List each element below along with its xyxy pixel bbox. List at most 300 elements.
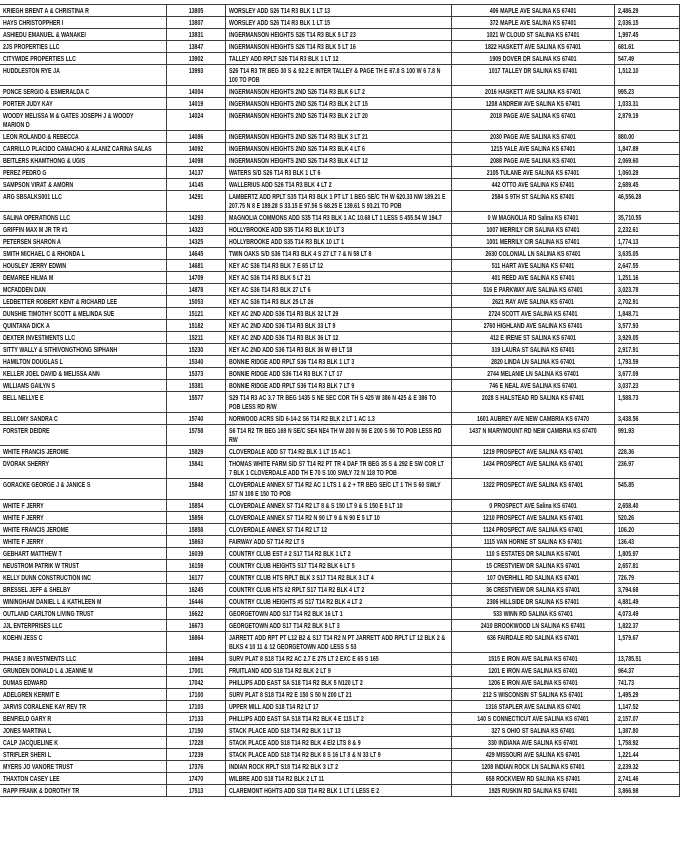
legal-description-cell: SURV PLAT 8 S18 T14 R2 E 150 S 50 N 200 LT 21 [225,689,451,701]
property-address-cell: 2630 COLONIAL LN SALINA KS 67401 [451,248,614,260]
owner-name-cell: PHASE 3 INVESTMENTS LLC [0,653,166,665]
property-address-cell: 2760 HIGHLAND AVE SALINA KS 67401 [451,320,614,332]
property-address-cell: 319 LAURA ST SALINA KS 67401 [451,344,614,356]
parcel-id-cell: 15758 [166,425,225,446]
parcel-id-cell: 15856 [166,512,225,524]
tax-roll-table [0,4,680,797]
property-address-cell: 2016 HASKETT AVE SALINA KS 67401 [451,86,614,98]
table-row [0,773,679,785]
table-row [0,344,679,356]
table-row [0,41,679,53]
amount-cell: 545.85 [614,479,679,500]
amount-cell: 3,635.05 [614,248,679,260]
owner-name-cell: GRUNDEN DONALD L & JEANNE M [0,665,166,677]
owner-name-cell: RAPP FRANK & DOROTHY TR [0,785,166,797]
parcel-id-cell: 15577 [166,392,225,413]
amount-cell: 995.23 [614,86,679,98]
property-address-cell: 1208 ANDREW AVE SALINA KS 67401 [451,98,614,110]
parcel-id-cell: 16446 [166,596,225,608]
parcel-id-cell: 15121 [166,308,225,320]
property-address-cell: 2724 SCOTT AVE SALINA KS 67401 [451,308,614,320]
property-address-cell: 1208 INDIAN ROCK LN SALINA KS 67401 [451,761,614,773]
table-row [0,596,679,608]
owner-name-cell: JONES MARTINA L [0,725,166,737]
parcel-id-cell: 17470 [166,773,225,785]
property-address-cell: 327 S OHIO ST SALINA KS 67401 [451,725,614,737]
legal-description-cell: INGERMANSON HEIGHTS 2ND S26 T14 R3 BLK 3 LT 21 [225,131,451,143]
legal-description-cell: KEY AC S36 T14 R3 BLK 7 E 65 LT 12 [225,260,451,272]
amount-cell: 2,239.32 [614,761,679,773]
amount-cell: 1,495.29 [614,689,679,701]
owner-name-cell: PONCE SERGIO & ESMERALDA C [0,86,166,98]
parcel-id-cell: 17150 [166,725,225,737]
property-address-cell: 636 FAIRDALE RD SALINA KS 67401 [451,632,614,653]
property-address-cell: 1316 STAPLER AVE SALINA KS 67401 [451,701,614,713]
parcel-id-cell: 14092 [166,143,225,155]
owner-name-cell: HAYS CHRISTOPPHER I [0,17,166,29]
property-address-cell: 1007 MERRILY CIR SALINA KS 67401 [451,224,614,236]
owner-name-cell: BELL NELLYE E [0,392,166,413]
parcel-id-cell: 17376 [166,761,225,773]
legal-description-cell: LAMBERTZ ADD RPLT S35 T14 R3 BLK 1 PT LT 1 BEG SE/C TH W 620.33 NW 189.21 E 207.75 N 8 E 189.28 S 33.15 E 97.56 S 68.25 E 139.61 S 93.21 TO POB [225,191,451,212]
owner-name-cell: GEBHART MATTHEW T [0,548,166,560]
table-row [0,413,679,425]
owner-name-cell: BEITLERS KHAMTHONG & UGIS [0,155,166,167]
owner-name-cell: PORTER JUDY KAY [0,98,166,110]
parcel-id-cell: 17001 [166,665,225,677]
legal-description-cell: COUNTRY CLUB EST # 2 S17 T14 R2 BLK 1 LT 2 [225,548,451,560]
table-row [0,143,679,155]
property-address-cell: 2584 S 9TH ST SALINA KS 67401 [451,191,614,212]
table-row [0,677,679,689]
parcel-id-cell: 17133 [166,713,225,725]
legal-description-cell: KEY AC 2ND ADD S36 T14 R3 BLK 36 LT 12 [225,332,451,344]
parcel-id-cell: 14024 [166,110,225,131]
property-address-cell: 2820 LINDA LN SALINA KS 67401 [451,356,614,368]
legal-description-cell: WILBRE ADD S18 T14 R2 BLK 2 LT 11 [225,773,451,785]
legal-description-cell: BONNIE RIDGE ADD RPLT S36 T14 R3 BLK 7 LT 9 [225,380,451,392]
parcel-id-cell: 15854 [166,500,225,512]
property-address-cell: 406 MAPLE AVE SALINA KS 67401 [451,5,614,17]
property-address-cell: 1115 VAN HORNE ST SALINA KS 67401 [451,536,614,548]
owner-name-cell: BENFIELD GARY R [0,713,166,725]
amount-cell: 236.97 [614,458,679,479]
owner-name-cell: JJL ENTERPRISES LLC [0,620,166,632]
table-row [0,155,679,167]
amount-cell: 2,917.91 [614,344,679,356]
owner-name-cell: ASHIEDU EMANUEL & WANAKEI [0,29,166,41]
property-address-cell: 401 REED AVE SALINA KS 67401 [451,272,614,284]
owner-name-cell: CITYWIDE PROPERTIES LLC [0,53,166,65]
owner-name-cell: LEON ROLANDO & REBECCA [0,131,166,143]
property-address-cell: 2088 PAGE AVE SALINA KS 67401 [451,155,614,167]
parcel-id-cell: 13847 [166,41,225,53]
table-row [0,653,679,665]
amount-cell: 1,822.37 [614,620,679,632]
table-row [0,425,679,446]
amount-cell: 1,805.97 [614,548,679,560]
property-address-cell: 1925 RUSKIN RD SALINA KS 67401 [451,785,614,797]
legal-description-cell: CLAREMONT HGHTS ADD S18 T14 R2 BLK 1 LT 1 LESS E 2 [225,785,451,797]
parcel-id-cell: 13993 [166,65,225,86]
property-address-cell: 107 OVERHILL RD SALINA KS 67401 [451,572,614,584]
table-row [0,500,679,512]
table-row [0,224,679,236]
legal-description-cell: WATERS S/D S26 T14 R3 BLK 1 LT 6 [225,167,451,179]
legal-description-cell: INGERMANSON HEIGHTS S26 T14 R3 BLK 5 LT 23 [225,29,451,41]
parcel-id-cell: 15182 [166,320,225,332]
table-row [0,296,679,308]
owner-name-cell: SALINA OPERATIONS LLC [0,212,166,224]
legal-description-cell: KEY AC 2ND ADD S36 T14 R3 BLK 33 LT 9 [225,320,451,332]
table-row [0,620,679,632]
table-row [0,572,679,584]
amount-cell: 3,929.05 [614,332,679,344]
parcel-id-cell: 17239 [166,749,225,761]
property-address-cell: 1434 PROSPECT AVE SALINA KS 67401 [451,458,614,479]
table-row [0,785,679,797]
legal-description-cell: GEORGETOWN ADD S17 T14 R2 BLK 9 LT 3 [225,620,451,632]
table-row [0,536,679,548]
amount-cell: 1,221.44 [614,749,679,761]
owner-name-cell: THAXTON CASEY LEE [0,773,166,785]
legal-description-cell: S29 T14 R3 AC 3.7 TR BEG 1435 S NE SEC COR TH S 425 W 386 N 425 & E 386 TO POB LESS RD R/W [225,392,451,413]
owner-name-cell: GRIFFIN MAX M JR TR #1 [0,224,166,236]
legal-description-cell: STACK PLACE ADD S18 T14 R2 BLK 4 E/2 LTS 8 & 9 [225,737,451,749]
legal-description-cell: TALLEY ADD RPLT S26 T14 R3 BLK 1 LT 12 [225,53,451,65]
owner-name-cell: DUMAS EDWARD [0,677,166,689]
amount-cell: 2,657.81 [614,560,679,572]
parcel-id-cell: 14086 [166,131,225,143]
owner-name-cell: MCFADDEN DAN [0,284,166,296]
owner-name-cell: CALP JACQUELINE K [0,737,166,749]
parcel-id-cell: 13807 [166,17,225,29]
property-address-cell: 1437 N MARYMOUNT RD NEW CAMBRIA KS 67470 [451,425,614,446]
parcel-id-cell: 17103 [166,701,225,713]
owner-name-cell: BELLOMY SANDRA C [0,413,166,425]
parcel-id-cell: 15863 [166,536,225,548]
legal-description-cell: MAGNOLIA COMMONS ADD S35 T14 R3 BLK 1 AC 10.68 LT 1 LESS S 455.54 W 194.7 [225,212,451,224]
amount-cell: 13,785.51 [614,653,679,665]
owner-name-cell: LEDBETTER ROBERT KENT & RICHARD LEE [0,296,166,308]
legal-description-cell: INGERMANSON HEIGHTS S26 T14 R3 BLK 5 LT 16 [225,41,451,53]
tax-table-body [0,5,679,797]
amount-cell: 46,556.28 [614,191,679,212]
owner-name-cell: HAMILTON DOUGLAS L [0,356,166,368]
amount-cell: 2,069.60 [614,155,679,167]
parcel-id-cell: 13902 [166,53,225,65]
owner-name-cell: PEREZ PEDRO G [0,167,166,179]
amount-cell: 4,881.49 [614,596,679,608]
amount-cell: 547.49 [614,53,679,65]
property-address-cell: 2621 RAY AVE SALINA KS 67401 [451,296,614,308]
legal-description-cell: S6 T14 R2 TR BEG 169 N SE/C SE4 NE4 TH W 200 N 56 E 200 S 56 TO POB LESS RD RW [225,425,451,446]
table-row [0,167,679,179]
table-row [0,524,679,536]
property-address-cell: 110 S ESTATES DR SALINA KS 67401 [451,548,614,560]
table-row [0,272,679,284]
legal-description-cell: KEY AC 2ND ADD S36 T14 R3 BLK 36 W 69 LT 18 [225,344,451,356]
amount-cell: 880.00 [614,131,679,143]
amount-cell: 991.93 [614,425,679,446]
amount-cell: 964.37 [614,665,679,677]
amount-cell: 1,387.80 [614,725,679,737]
property-address-cell: 658 ROCKVIEW RD SALINA KS 67401 [451,773,614,785]
owner-name-cell: WHITE FRANCIS JEROME [0,446,166,458]
owner-name-cell: FORSTER DEIDRE [0,425,166,446]
parcel-id-cell: 15740 [166,413,225,425]
legal-description-cell: CLOVERDALE ANNEX S7 T14 R2 N 90 LT 9 & N 90 E 5 LT 10 [225,512,451,524]
property-address-cell: 1219 PROSPECT AVE SALINA KS 67401 [451,446,614,458]
legal-description-cell: CLOVERDALE ADD S7 T14 R2 BLK 1 LT 15 AC 1 [225,446,451,458]
property-address-cell: 2030 PAGE AVE SALINA KS 67401 [451,131,614,143]
property-address-cell: 1515 E IRON AVE SALINA KS 67401 [451,653,614,665]
owner-name-cell: WHITE F JERRY [0,536,166,548]
owner-name-cell: SAMPSON VIRAT & AMORN [0,179,166,191]
property-address-cell: 2105 TULANE AVE SALINA KS 67401 [451,167,614,179]
table-row [0,53,679,65]
property-address-cell: 746 E NEAL AVE SALINA KS 67401 [451,380,614,392]
property-address-cell: 1210 PROSPECT AVE SALINA KS 67401 [451,512,614,524]
table-row [0,749,679,761]
owner-name-cell: QUINTANA DICK A [0,320,166,332]
legal-description-cell: INDIAN ROCK RPLT S18 T14 R2 BLK 3 LT 2 [225,761,451,773]
parcel-id-cell: 16245 [166,584,225,596]
table-row [0,548,679,560]
parcel-id-cell: 16622 [166,608,225,620]
amount-cell: 2,689.45 [614,179,679,191]
table-row [0,212,679,224]
table-row [0,284,679,296]
amount-cell: 228.36 [614,446,679,458]
owner-name-cell: DEMAREE HILMA M [0,272,166,284]
amount-cell: 2,741.46 [614,773,679,785]
property-address-cell: 330 INDIANA AVE SALINA KS 67401 [451,737,614,749]
property-address-cell: 0 PROSPECT AVE Salina KS 67401 [451,500,614,512]
property-address-cell: 1601 AUBREY AVE NEW CAMBRIA KS 67470 [451,413,614,425]
parcel-id-cell: 14137 [166,167,225,179]
parcel-id-cell: 14323 [166,224,225,236]
table-row [0,608,679,620]
table-row [0,632,679,653]
parcel-id-cell: 13805 [166,5,225,17]
table-row [0,713,679,725]
amount-cell: 1,512.10 [614,65,679,86]
parcel-id-cell: 14709 [166,272,225,284]
property-address-cell: 429 MISSOURI AVE SALINA KS 67401 [451,749,614,761]
table-row [0,356,679,368]
parcel-id-cell: 17100 [166,689,225,701]
table-row [0,320,679,332]
owner-name-cell: WILLIAMS GAILYN S [0,380,166,392]
parcel-id-cell: 15373 [166,368,225,380]
table-row [0,308,679,320]
table-row [0,725,679,737]
legal-description-cell: JARRETT ADD RPT PT L12 B2 & S17 T14 R2 N PT JARRETT ADD RPLT LT 12 BLK 2 & BLKS 4 10 11 & 12 GEORGETOWN ADD LESS S 53 [225,632,451,653]
amount-cell: 1,847.89 [614,143,679,155]
legal-description-cell: PHILLIPS ADD EAST SA S18 T14 R2 BLK 4 E 115 LT 2 [225,713,451,725]
owner-name-cell: DUNSHIE TIMOTHY SCOTT & MELINDA SUE [0,308,166,320]
owner-name-cell: PETERSEN SHARON A [0,236,166,248]
owner-name-cell: NEUSTROM PATRIK W TRUST [0,560,166,572]
legal-description-cell: COUNTRY CLUB HTS #2 RPLT S17 T14 R2 BLK 4 LT 2 [225,584,451,596]
table-row [0,29,679,41]
parcel-id-cell: 14645 [166,248,225,260]
parcel-id-cell: 17228 [166,737,225,749]
amount-cell: 2,658.40 [614,500,679,512]
legal-description-cell: KEY AC S36 T14 R3 BLK 5 LT 21 [225,272,451,284]
parcel-id-cell: 14004 [166,86,225,98]
owner-name-cell: MYERS JO VANORE TRUST [0,761,166,773]
table-row [0,5,679,17]
table-row [0,248,679,260]
parcel-id-cell: 15053 [166,296,225,308]
property-address-cell: 1822 HASKETT AVE SALINA KS 67401 [451,41,614,53]
table-row [0,236,679,248]
owner-name-cell: WININGHAM DANIEL L & KATHLEEN M [0,596,166,608]
amount-cell: 2,702.91 [614,296,679,308]
property-address-cell: 1021 W CLOUD ST SALINA KS 67401 [451,29,614,41]
property-address-cell: 1124 PROSPECT AVE SALINA KS 67401 [451,524,614,536]
table-row [0,458,679,479]
parcel-id-cell: 16159 [166,560,225,572]
property-address-cell: 36 CRESTVIEW DR SALINA KS 67401 [451,584,614,596]
legal-description-cell: INGERMANSON HEIGHTS 2ND S26 T14 R3 BLK 6 LT 2 [225,86,451,98]
amount-cell: 1,793.59 [614,356,679,368]
legal-description-cell: WORSLEY ADD S26 T14 R3 BLK 1 LT 15 [225,17,451,29]
table-row [0,191,679,212]
property-address-cell: 1909 DOVER DR SALINA KS 67401 [451,53,614,65]
parcel-id-cell: 14291 [166,191,225,212]
legal-description-cell: CLOVERDALE ANNEX S7 T14 R2 AC 1 LTS 1 & 2 + TR BEG SE/C LT 1 TH S 60 SWLY 157 N 108 E 150 TO POB [225,479,451,500]
amount-cell: 2,647.55 [614,260,679,272]
amount-cell: 4,073.49 [614,608,679,620]
table-row [0,761,679,773]
legal-description-cell: HOLLYBROOKE ADD S35 T14 R3 BLK 10 LT 3 [225,224,451,236]
legal-description-cell: THOMAS WHITE FARM S/D S7 T14 R2 PT TR 4 DAF TR BEG 35 S & 292 E SW COR LT 7 BLK 1 CLOVERDALE ADD TH E 70 S 100 SWLY 72 N 118 TO POB [225,458,451,479]
parcel-id-cell: 15381 [166,380,225,392]
owner-name-cell: 2JS PROPERTIES LLC [0,41,166,53]
legal-description-cell: COUNTRY CLUB HTS RPLT BLK 3 S17 T14 R2 BLK 3 LT 4 [225,572,451,584]
legal-description-cell: INGERMANSON HEIGHTS 2ND S26 T14 R3 BLK 4 LT 12 [225,155,451,167]
amount-cell: 3,866.98 [614,785,679,797]
legal-description-cell: CLOVERDALE ANNEX S7 T14 R2 LT 8 & S 150 LT 9 & S 150 E 5 LT 10 [225,500,451,512]
parcel-id-cell: 15340 [166,356,225,368]
legal-description-cell: HOLLYBROOKE ADD S35 T14 R3 BLK 10 LT 1 [225,236,451,248]
property-address-cell: 2410 BROOKWOOD LN SALINA KS 67401 [451,620,614,632]
owner-name-cell: DEXTER INVESTMENTS LLC [0,332,166,344]
owner-name-cell: ARG SBSALKS001 LLC [0,191,166,212]
owner-name-cell: KOEHN JESS C [0,632,166,653]
amount-cell: 2,157.07 [614,713,679,725]
owner-name-cell: HUDDLESTON RYE JA [0,65,166,86]
table-row [0,65,679,86]
amount-cell: 1,848.71 [614,308,679,320]
table-row [0,179,679,191]
parcel-id-cell: 14681 [166,260,225,272]
amount-cell: 1,033.31 [614,98,679,110]
owner-name-cell: KELLER JOEL DAVID & MELISSA ANN [0,368,166,380]
amount-cell: 35,710.55 [614,212,679,224]
parcel-id-cell: 15211 [166,332,225,344]
property-address-cell: 212 S WISCONSIN ST SALINA KS 67401 [451,689,614,701]
property-address-cell: 533 WINN RD SALINA KS 67401 [451,608,614,620]
owner-name-cell: GORACKE GEORGE J & JANICE S [0,479,166,500]
amount-cell: 3,677.09 [614,368,679,380]
property-address-cell: 511 HART AVE SALINA KS 67401 [451,260,614,272]
amount-cell: 1,997.45 [614,29,679,41]
legal-description-cell: UPPER MILL ADD S18 T14 R2 LT 17 [225,701,451,713]
amount-cell: 3,438.56 [614,413,679,425]
table-row [0,260,679,272]
owner-name-cell: JARVIS CORALENE KAY REV TR [0,701,166,713]
owner-name-cell: WOODY MELISSA M & GATES JOSEPH J & WOODY MARION D [0,110,166,131]
owner-name-cell: WHITE FRANCIS JEROME [0,524,166,536]
parcel-id-cell: 15858 [166,524,225,536]
table-row [0,110,679,131]
amount-cell: 1,251.16 [614,272,679,284]
property-address-cell: 372 MAPLE AVE SALINA KS 67401 [451,17,614,29]
property-address-cell: 2744 MELANIE LN SALINA KS 67401 [451,368,614,380]
amount-cell: 1,588.73 [614,392,679,413]
property-address-cell: 1001 MERRILY CIR SALINA KS 67401 [451,236,614,248]
amount-cell: 3,577.93 [614,320,679,332]
property-address-cell: 1017 TALLEY DR SALINA KS 67401 [451,65,614,86]
amount-cell: 2,879.19 [614,110,679,131]
legal-description-cell: KEY AC S36 T14 R3 BLK 25 LT 26 [225,296,451,308]
property-address-cell: 2028 S HALSTEAD RD SALINA KS 67401 [451,392,614,413]
table-row [0,584,679,596]
parcel-id-cell: 13831 [166,29,225,41]
owner-name-cell: KELLY DUNN CONSTRUCTION INC [0,572,166,584]
amount-cell: 1,758.92 [614,737,679,749]
property-address-cell: 15 CRESTVIEW DR SALINA KS 67401 [451,560,614,572]
owner-name-cell: OUTLAND CARLTON LIVING TRUST [0,608,166,620]
table-row [0,392,679,413]
legal-description-cell: SURV PLAT 8 S18 T14 R2 AC 2.7 E 275 LT 2 EXC E 65 S 165 [225,653,451,665]
parcel-id-cell: 15230 [166,344,225,356]
legal-description-cell: COUNTRY CLUB HEIGHTS #5 S17 T14 R2 BLK 4 LT 2 [225,596,451,608]
property-address-cell: 412 E IRENE ST SALINA KS 67401 [451,332,614,344]
property-address-cell: 2018 PAGE AVE SALINA KS 67401 [451,110,614,131]
legal-description-cell: FAIRWAY ADD S7 T14 R2 LT 5 [225,536,451,548]
legal-description-cell: INGERMANSON HEIGHTS 2ND S26 T14 R3 BLK 4 LT 6 [225,143,451,155]
owner-name-cell: ADELGREN KERMIT E [0,689,166,701]
property-address-cell: 0 W MAGNOLIA RD Salina KS 67401 [451,212,614,224]
table-row [0,368,679,380]
legal-description-cell: PHILLIPS ADD EAST SA S18 T14 R2 BLK 5 N120 LT 2 [225,677,451,689]
table-row [0,512,679,524]
legal-description-cell: KEY AC 2ND ADD S36 T14 R3 BLK 32 LT 29 [225,308,451,320]
amount-cell: 1,147.52 [614,701,679,713]
amount-cell: 1,060.28 [614,167,679,179]
parcel-id-cell: 16864 [166,632,225,653]
legal-description-cell: COUNTRY CLUB HEIGHTS S17 T14 R2 BLK 6 LT 5 [225,560,451,572]
legal-description-cell: TWIN OAKS S/D S36 T14 R3 BLK 4 S 27 LT 7 & N 58 LT 8 [225,248,451,260]
property-address-cell: 1201 E IRON AVE SALINA KS 67401 [451,665,614,677]
parcel-id-cell: 14019 [166,98,225,110]
amount-cell: 2,486.29 [614,5,679,17]
parcel-id-cell: 16673 [166,620,225,632]
table-row [0,689,679,701]
table-row [0,665,679,677]
table-row [0,560,679,572]
parcel-id-cell: 14145 [166,179,225,191]
table-row [0,446,679,458]
property-address-cell: 1215 YALE AVE SALINA KS 67401 [451,143,614,155]
owner-name-cell: CARRILLO PLACIDO CAMACHO & ALANIZ CARINA SALAS [0,143,166,155]
parcel-id-cell: 17042 [166,677,225,689]
